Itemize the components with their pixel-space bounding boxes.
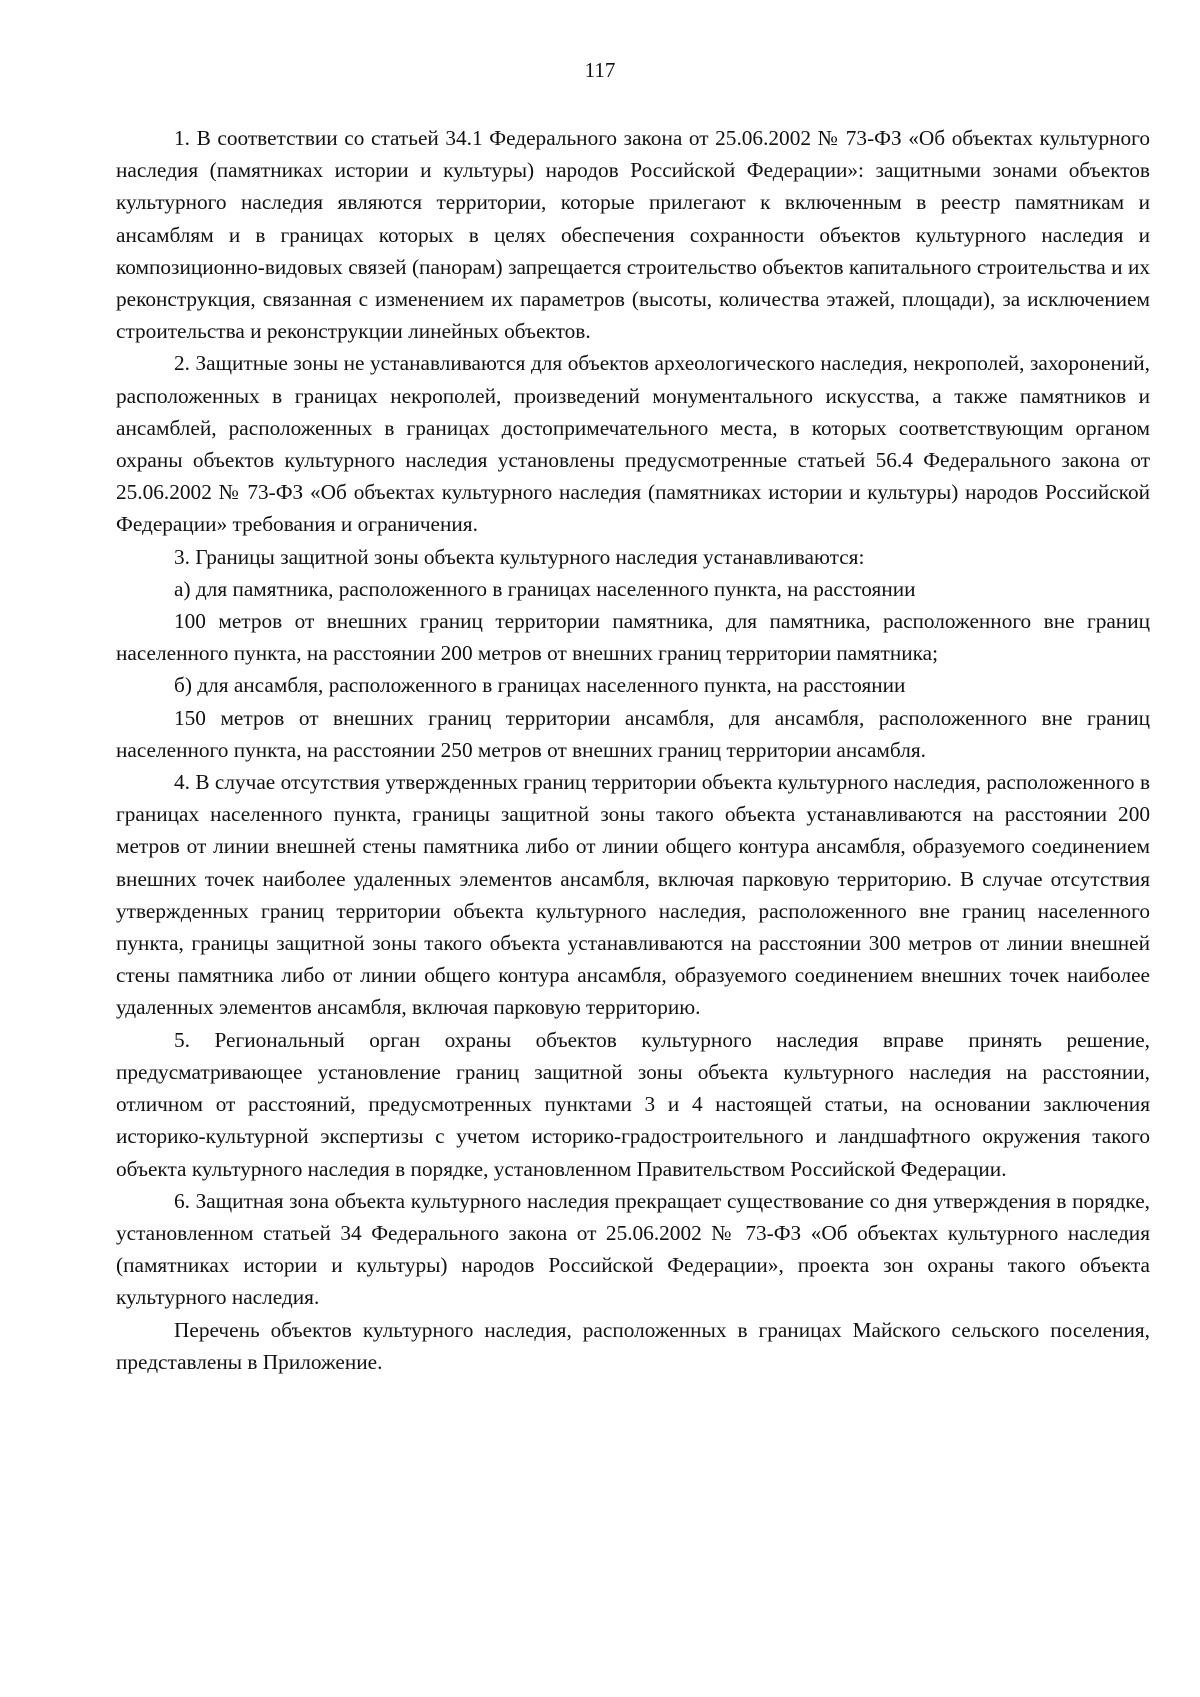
paragraph-4: 4. В случае отсутствия утвержденных границ территории объекта культурного наследия, расположенного в границах населенного пункта, границы защитной зоны такого объекта устанавливаются на расстоянии 200 метров от линии внешней стены памятника либо от линии общего контура ансамбля, образуемого соединением внешних точек наиболее удаленных элементов ансамбля, включая парковую территорию. В случае отсутствия утвержденных границ территории объекта культурного наследия, расположенного вне границ населенного пункта, границы защитной зоны такого объекта устанавливаются на расстоянии 300 метров от линии внешней стены памятника либо от линии общего контура ансамбля, образуемого соединением внешних точек наиболее удаленных элементов ансамбля, включая парковую территорию. (116, 770, 1150, 1020)
paragraph-2: 2. Защитные зоны не устанавливаются для объектов археологического наследия, некрополей, захоронений, расположенных в границах некрополей, произведений монументального искусства, а также памятников и ансамблей, расположенных в границах достопримечательного места, в которых соответствующим органом охраны объектов культурного наследия установлены предусмотренные статьей 56.4 Федерального закона от 25.06.2002 № 73-ФЗ «Об объектах культурного наследия (памятниках истории и культуры) народов Российской Федерации» требования и ограничения. (116, 351, 1150, 537)
document-body (116, 122, 1150, 1378)
page-number: 117 (584, 58, 616, 82)
paragraph-3a-continued: 100 метров от внешних границ территории памятника, для памятника, расположенного вне границ населенного пункта, на расстоянии 200 метров от внешних границ территории памятника; (116, 609, 1150, 666)
paragraph-3b: б) для ансамбля, расположенного в границах населенного пункта, на расстоянии (174, 673, 906, 698)
paragraph-5: 5. Региональный орган охраны объектов культурного наследия вправе принять решение, предусматривающее установление границ защитной зоны объекта культурного наследия на расстоянии, отличном от расстояний, предусмотренных пунктами 3 и 4 настоящей статьи, на основании заключения историко-культурной экспертизы с учетом историко-градостроительного и ландшафтного окружения такого объекта культурного наследия в порядке, установленном Правительством Российской Федерации. (116, 1027, 1150, 1181)
paragraph-list-reference: Перечень объектов культурного наследия, расположенных в границах Майского сельского поселения, представлены в Приложение. (116, 1317, 1150, 1374)
paragraph-3a: а) для памятника, расположенного в границах населенного пункта, на расстоянии (174, 576, 916, 601)
paragraph-1: 1. В соответствии со статьей 34.1 Федерального закона от 25.06.2002 № 73-ФЗ «Об объектах культурного наследия (памятниках истории и культуры) народов Российской Федерации»: защитными зонами объектов культурного наследия являются территории, которые прилегают к включенным в реестр памятникам и ансамблям и в границах которых в целях обеспечения сохранности объектов культурного наследия и композиционно-видовых связей (панорам) запрещается строительство объектов капитального строительства и их реконструкция, связанная с изменением их параметров (высоты, количества этажей, площади), за исключением строительства и реконструкции линейных объектов. (116, 126, 1150, 344)
paragraph-3b-continued: 150 метров от внешних границ территории ансамбля, для ансамбля, расположенного вне границ населенного пункта, на расстоянии 250 метров от внешних границ территории ансамбля. (116, 705, 1150, 762)
paragraph-6: 6. Защитная зона объекта культурного наследия прекращает существование со дня утверждения в порядке, установленном статьей 34 Федерального закона от 25.06.2002 № 73-ФЗ «Об объектах культурного наследия (памятниках истории и культуры) народов Российской Федерации», проекта зон охраны такого объекта культурного наследия. (116, 1188, 1150, 1310)
paragraph-3: 3. Границы защитной зоны объекта культурного наследия устанавливаются: (174, 544, 865, 569)
